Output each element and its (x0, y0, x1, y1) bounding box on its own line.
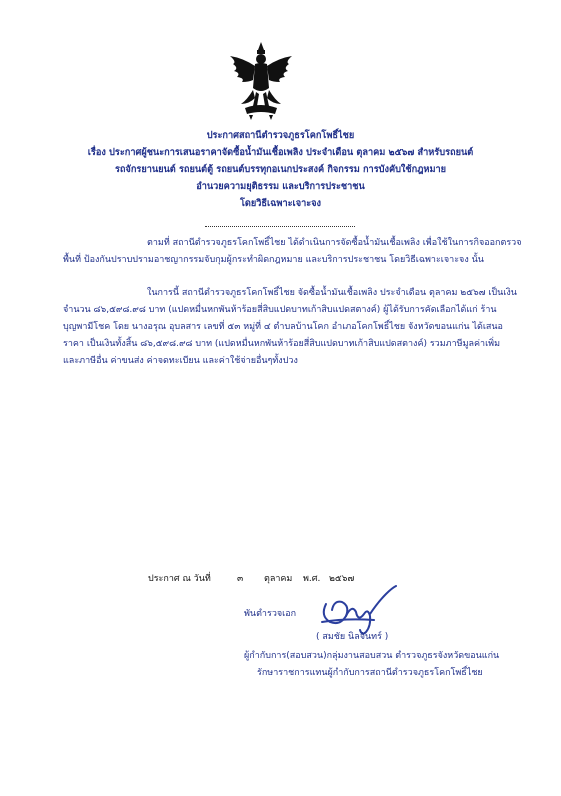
separator-line (205, 226, 355, 227)
signatory-name: ( สมชัย นิลจันทร์ ) (316, 632, 389, 642)
para2-line2: จำนวน ๘๖,๕๙๘.๙๘ บาท (แปดหมื่นหกพันห้าร้อยสี่สิบแปดบาทเก้าสิบแปดสตางค์) ผู้ได้รับการคัดเลือกได้แก่ ร้าน (63, 305, 497, 315)
garuda-emblem-icon (227, 40, 295, 122)
para2-line5: และภาษีอื่น ค่าขนส่ง ค่าจดทะเบียน และค่าใช้จ่ายอื่นๆทั้งปวง (63, 356, 298, 366)
subject-line-4: โดยวิธีเฉพาะเจาะจง (239, 198, 322, 209)
announcement-title: ประกาศสถานีตำรวจภูธรโคกโพธิ์ไชย (206, 130, 355, 141)
para1-line2: พื้นที่ ป้องกันปราบปรามอาชญากรรมจับกุมผู้กระทำผิดกฎหมาย และบริการประชาชน โดยวิธีเฉพาะเจาะจง นั้น (63, 255, 484, 265)
subject-line-1: เรื่อง ประกาศผู้ชนะการเสนอราคาจัดซื้อน้ำมันเชื้อเพลิง ประจำเดือน ตุลาคม ๒๕๖๗ สำหรับรถยนต์ (87, 147, 474, 158)
date-year: ๒๕๖๗ (329, 574, 355, 584)
date-year-prefix: พ.ศ. (303, 574, 321, 584)
para2-line1: ในการนี้ สถานีตำรวจภูธรโคกโพธิ์ไชย จัดซื้อน้ำมันเชื้อเพลิง ประจำเดือน ตุลาคม ๒๕๖๗ เป็นเงิน (147, 288, 517, 298)
subject-line-3: อำนวยความยุติธรรม และบริการประชาชน (196, 181, 365, 192)
signatory-position-line1: ผู้กำกับการ(สอบสวน)กลุ่มงานสอบสวน ตำรวจภูธรจังหวัดขอนแก่น (244, 651, 500, 661)
para2-line3: บุญพามีโชค โดย นางอรุณ อุบลสาร เลขที่ ๕๓ หมู่ที่ ๔ ตำบลบ้านโคก อำเภอโคกโพธิ์ไชย จังหวัดขอนแก่น ได้เสนอ (63, 322, 503, 332)
date-day: ๓ (237, 574, 244, 584)
para2-line4: ราคา เป็นเงินทั้งสิ้น ๘๖,๕๙๘.๙๘ บาท (แปดหมื่นหกพันห้าร้อยสี่สิบแปดบาทเก้าสิบแปดสตางค์) รวมภาษีมูลค่าเพิ่ม (63, 339, 501, 349)
signatory-position-line2: รักษาราชการแทนผู้กำกับการสถานีตำรวจภูธรโคกโพธิ์ไชย (257, 668, 483, 678)
signatory-rank: พันตำรวจเอก (244, 609, 297, 619)
date-month: ตุลาคม (264, 574, 293, 584)
para1-line1: ตามที่ สถานีตำรวจภูธรโคกโพธิ์ไชย ได้ดำเนินการจัดซื้อน้ำมันเชื้อเพลิง เพื่อใช้ในการกิจออกตรวจ (147, 238, 522, 248)
subject-line-2: รถจักรยานยนต์ รถยนต์ตู้ รถยนต์บรรทุกอเนกประสงค์ กิจกรรม การบังคับใช้กฎหมาย (114, 164, 447, 175)
date-prefix: ประกาศ ณ วันที่ (148, 574, 211, 584)
